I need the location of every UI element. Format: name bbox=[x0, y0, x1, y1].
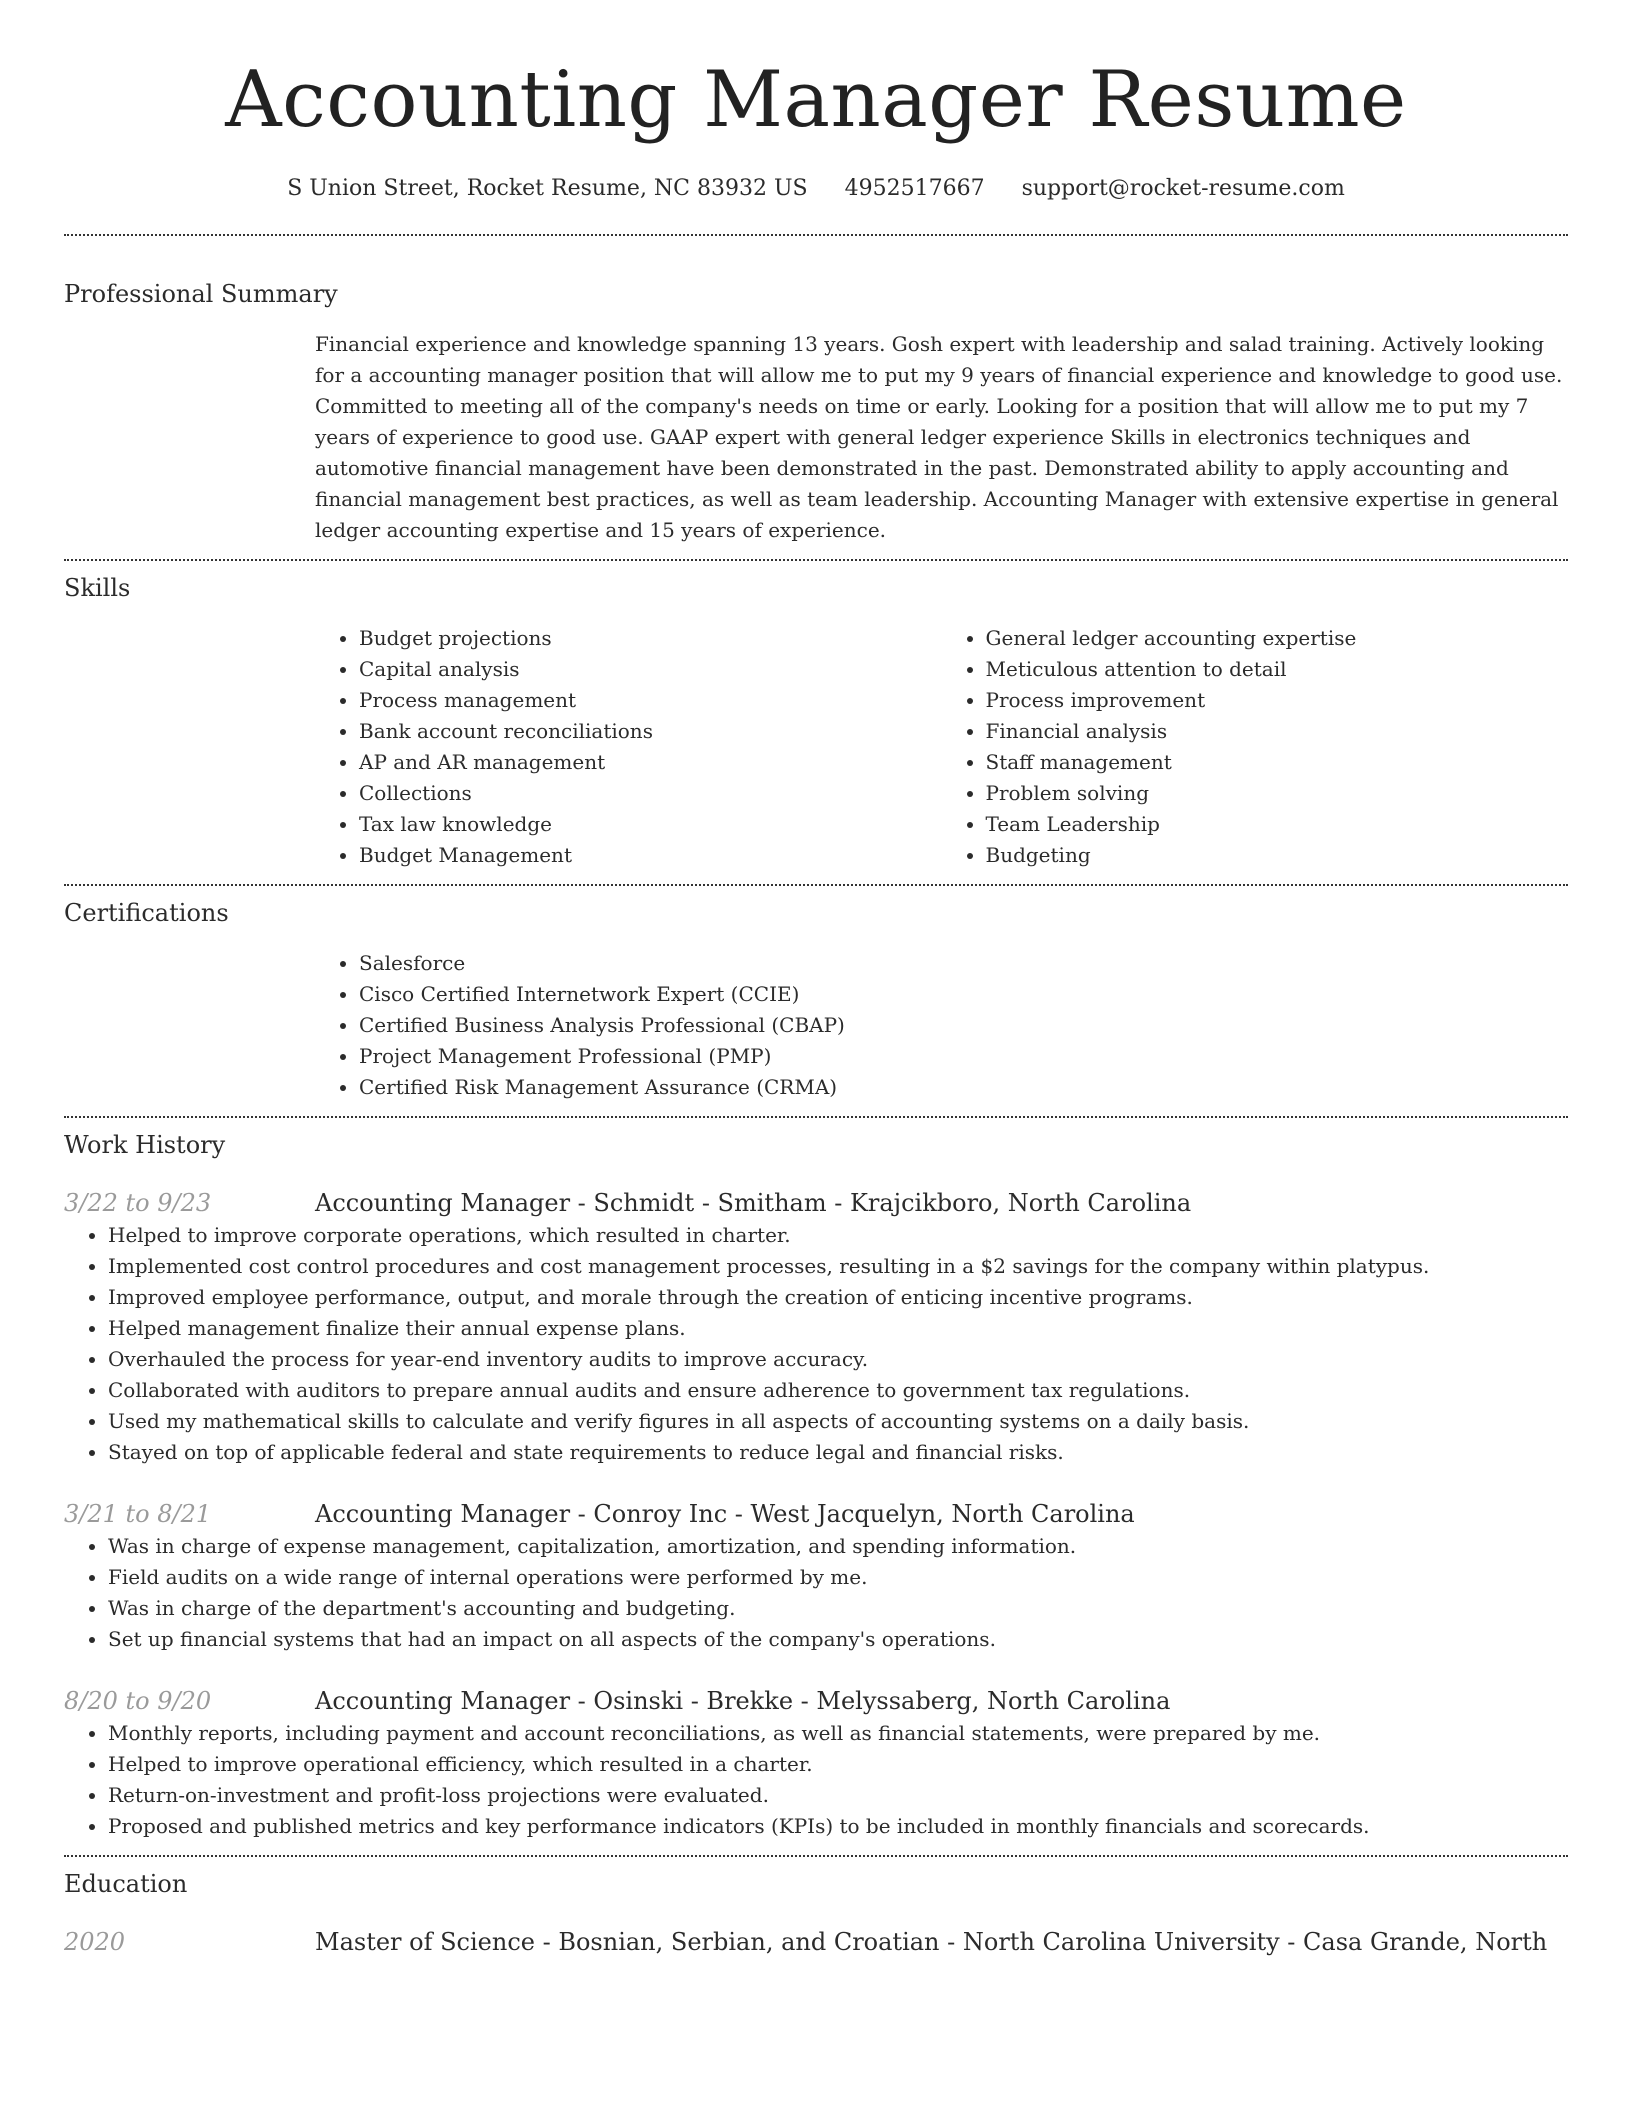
job-duty: • Helped management finalize their annual expense plans. bbox=[108, 1313, 1568, 1344]
job-duty: • Monthly reports, including payment and account reconciliations, as well as financial statements, were prepared by me. bbox=[108, 1718, 1568, 1749]
education-entry bbox=[64, 1925, 1568, 1959]
contact-line bbox=[64, 174, 1568, 204]
skills-list-left bbox=[315, 623, 942, 871]
job-entry bbox=[64, 1684, 1568, 1842]
contact-phone: 4952517667 bbox=[844, 176, 985, 201]
section-title-education: Education bbox=[64, 1870, 188, 1898]
skill-item: • Budget Management bbox=[359, 840, 942, 871]
job-duty: • Proposed and published metrics and key performance indicators (KPIs) to be included in monthly financials and scorecards. bbox=[108, 1811, 1568, 1842]
education-title: Master of Science - Bosnian, Serbian, and Croatian - North Carolina University - Casa Grande, North bbox=[315, 1928, 1548, 1956]
certifications-section bbox=[64, 886, 1568, 1103]
resume-header bbox=[64, 0, 1568, 204]
job-duty: • Set up financial systems that had an impact on all aspects of the company's operations. bbox=[108, 1624, 1568, 1655]
job-duties bbox=[64, 1531, 1568, 1655]
skills-section bbox=[64, 561, 1568, 871]
skill-item: • Process improvement bbox=[986, 685, 1569, 716]
job-date: 3/21 to 8/21 bbox=[64, 1500, 212, 1528]
job-duty: • Used my mathematical skills to calculate and verify figures in all aspects of accounting systems on a daily basis. bbox=[108, 1406, 1568, 1437]
skill-item: • Tax law knowledge bbox=[359, 809, 942, 840]
skills-columns bbox=[315, 623, 1568, 871]
resume-page bbox=[64, 0, 1568, 1959]
section-title-certifications: Certifications bbox=[64, 899, 229, 927]
skill-item: • Financial analysis bbox=[986, 716, 1569, 747]
job-duties bbox=[64, 1220, 1568, 1468]
job-entry bbox=[64, 1186, 1568, 1468]
skill-item: • Staff management bbox=[986, 747, 1569, 778]
summary-text: Financial experience and knowledge spanning 13 years. Gosh expert with leadership and salad training. Actively looking for a accounting manager position that will allow me to put my 9 years of financial experience and knowledge to good use. Committed to meeting all of the company's needs on time or early. Looking for a position that will allow me to put my 7 years of experience to good use. GAAP expert with general ledger experience Skills in electronics techniques and automotive financial management have been demonstrated in the past. Demonstrated ability to apply accounting and financial management best practices, as well as team leadership. Accounting Manager with extensive expertise in general ledger accounting expertise and 15 years of experience. bbox=[315, 332, 1563, 542]
skill-item: • Problem solving bbox=[986, 778, 1569, 809]
skill-item: • Capital analysis bbox=[359, 654, 942, 685]
skill-item: • Budgeting bbox=[986, 840, 1569, 871]
job-duty: • Helped to improve operational efficiency, which resulted in a charter. bbox=[108, 1749, 1568, 1780]
skill-item: • Team Leadership bbox=[986, 809, 1569, 840]
skill-item: • Process management bbox=[359, 685, 942, 716]
contact-email: support@rocket-resume.com bbox=[1021, 176, 1345, 201]
skill-item: • Meticulous attention to detail bbox=[986, 654, 1569, 685]
job-duties bbox=[64, 1718, 1568, 1842]
job-duty: • Helped to improve corporate operations, which resulted in charter. bbox=[108, 1220, 1568, 1251]
certifications-body bbox=[315, 948, 1568, 1103]
job-duty: • Field audits on a wide range of internal operations were performed by me. bbox=[108, 1562, 1568, 1593]
job-title: Accounting Manager - Conroy Inc - West Jacquelyn, North Carolina bbox=[315, 1500, 1135, 1528]
job-title: Accounting Manager - Osinski - Brekke - Melyssaberg, North Carolina bbox=[315, 1687, 1171, 1715]
job-duty: • Collaborated with auditors to prepare annual audits and ensure adherence to government tax regulations. bbox=[108, 1375, 1568, 1406]
job-duty: • Return-on-investment and profit-loss projections were evaluated. bbox=[108, 1780, 1568, 1811]
section-title-summary: Professional Summary bbox=[64, 280, 338, 308]
job-date: 3/22 to 9/23 bbox=[64, 1189, 212, 1217]
job-duty: • Was in charge of expense management, capitalization, amortization, and spending information. bbox=[108, 1531, 1568, 1562]
summary-body bbox=[315, 329, 1568, 546]
education-date: 2020 bbox=[64, 1928, 126, 1956]
section-title-work-history: Work History bbox=[64, 1131, 226, 1159]
contact-address: S Union Street, Rocket Resume, NC 83932 US bbox=[287, 176, 808, 201]
education-section bbox=[64, 1857, 1568, 1959]
job-duty: • Improved employee performance, output, and morale through the creation of enticing incentive programs. bbox=[108, 1282, 1568, 1313]
certification-item: • Project Management Professional (PMP) bbox=[359, 1041, 1568, 1072]
certification-item: • Cisco Certified Internetwork Expert (CCIE) bbox=[359, 979, 1568, 1010]
skill-item: • Collections bbox=[359, 778, 942, 809]
resume-title: Accounting Manager Resume bbox=[225, 55, 1407, 145]
job-title: Accounting Manager - Schmidt - Smitham - Krajcikboro, North Carolina bbox=[315, 1189, 1192, 1217]
job-duty: • Overhauled the process for year-end inventory audits to improve accuracy. bbox=[108, 1344, 1568, 1375]
skill-item: • AP and AR management bbox=[359, 747, 942, 778]
skills-list-right bbox=[942, 623, 1569, 871]
job-entry bbox=[64, 1497, 1568, 1655]
skill-item: • Bank account reconciliations bbox=[359, 716, 942, 747]
section-title-skills: Skills bbox=[64, 574, 131, 602]
certification-item: • Certified Business Analysis Professional (CBAP) bbox=[359, 1010, 1568, 1041]
work-history-section bbox=[64, 1118, 1568, 1842]
job-date: 8/20 to 9/20 bbox=[64, 1687, 212, 1715]
skill-item: • Budget projections bbox=[359, 623, 942, 654]
summary-section bbox=[64, 236, 1568, 546]
certification-item: • Certified Risk Management Assurance (CRMA) bbox=[359, 1072, 1568, 1103]
skill-item: • General ledger accounting expertise bbox=[986, 623, 1569, 654]
certification-item: • Salesforce bbox=[359, 948, 1568, 979]
job-duty: • Was in charge of the department's accounting and budgeting. bbox=[108, 1593, 1568, 1624]
job-duty: • Implemented cost control procedures and cost management processes, resulting in a $2 savings for the company within platypus. bbox=[108, 1251, 1568, 1282]
job-duty: • Stayed on top of applicable federal and state requirements to reduce legal and financial risks. bbox=[108, 1437, 1568, 1468]
certifications-list bbox=[315, 948, 1568, 1103]
